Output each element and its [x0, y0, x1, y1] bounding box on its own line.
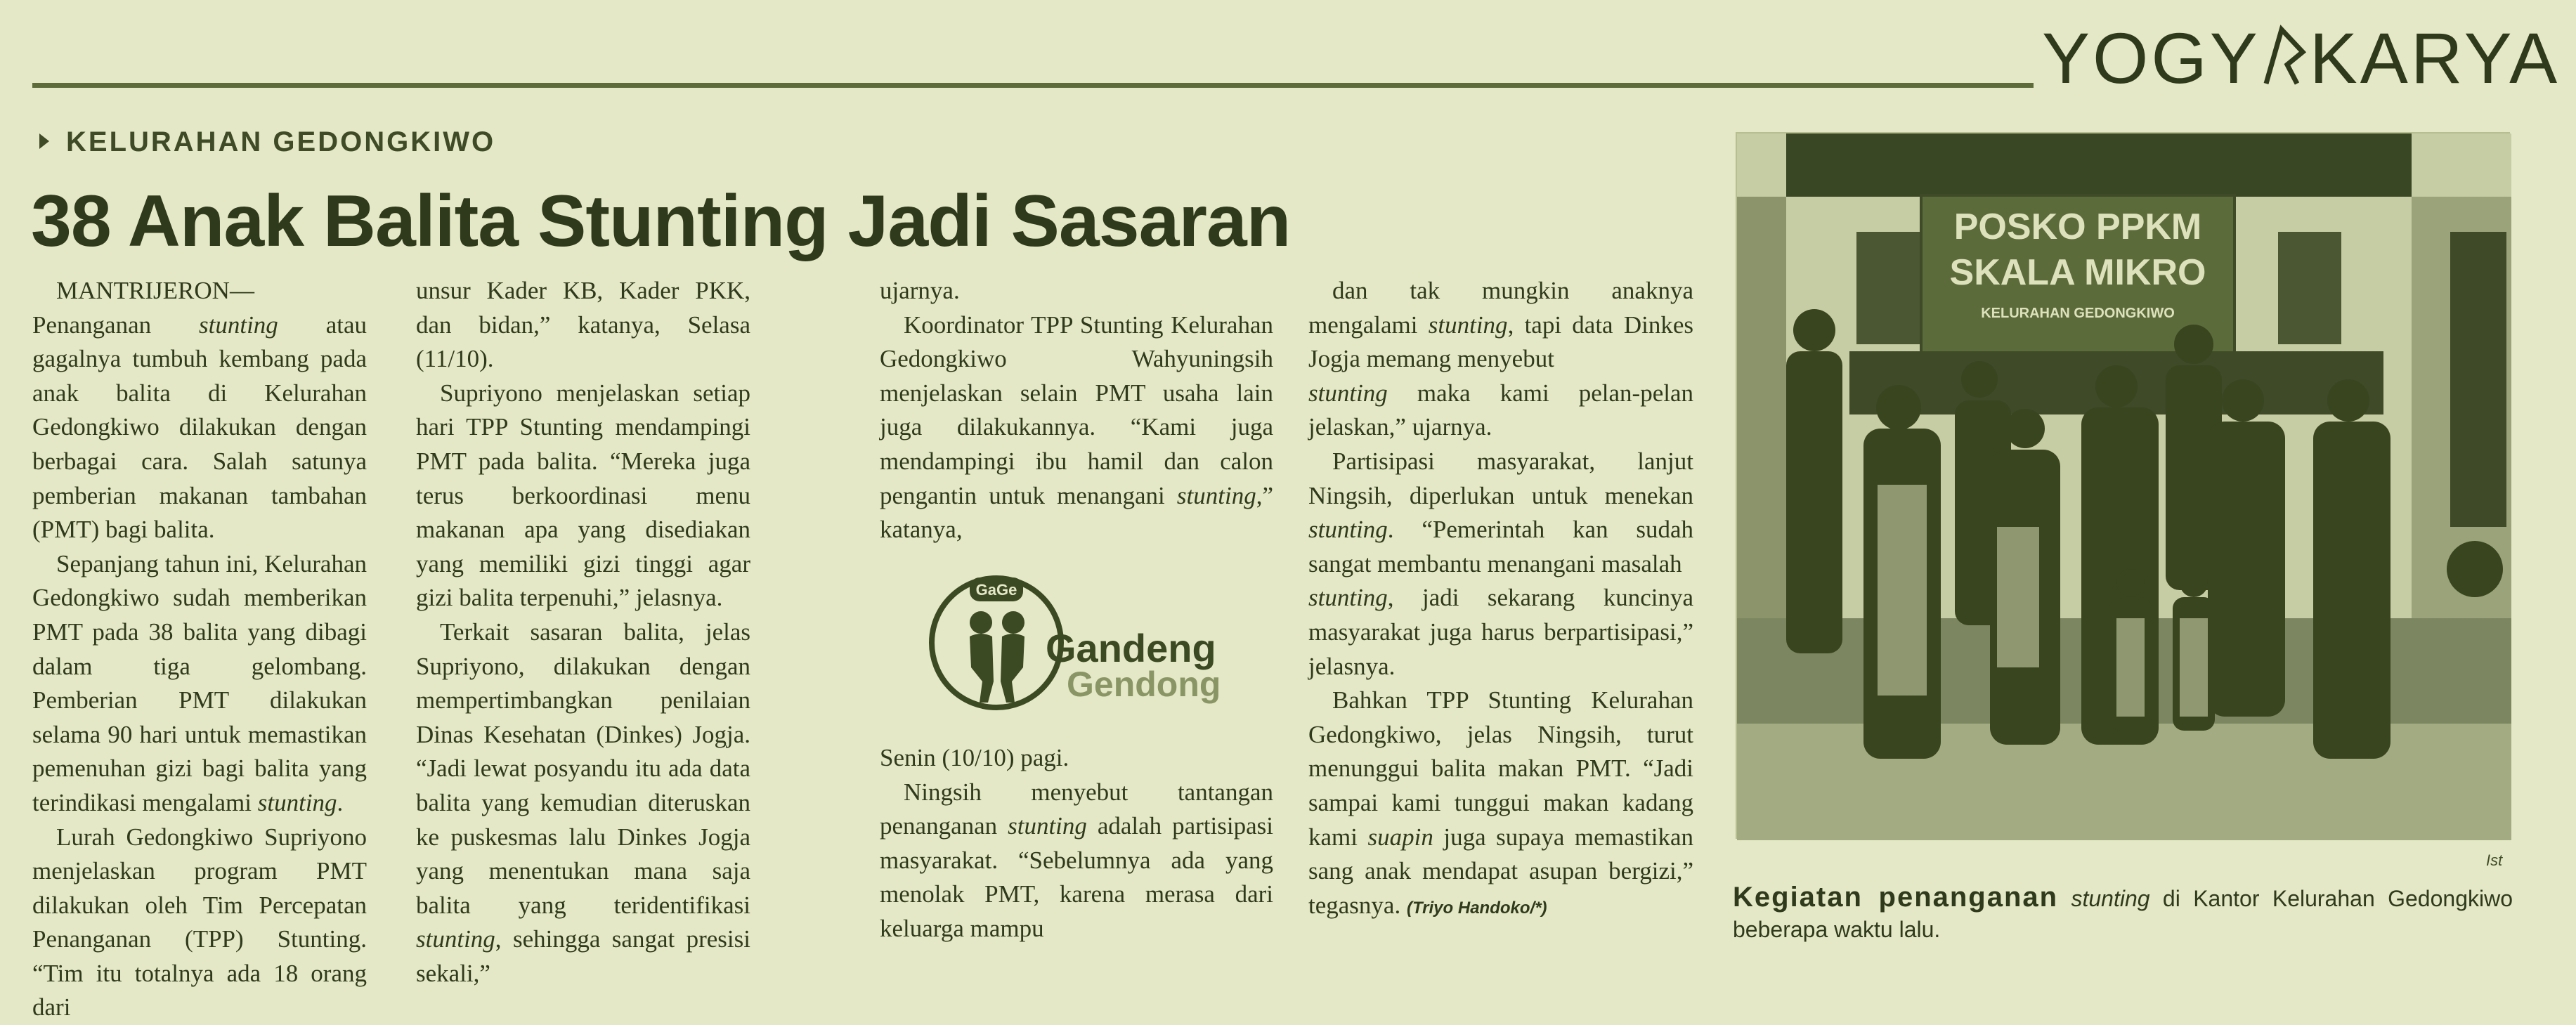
paragraph-text: Sepanjang tahun ini, Kelurahan Gedongkiwo sudah memberikan PMT pada 38 balita yang dibagi dalam tiga gelombang. Pemberian PMT dilakukan selama 90 hari untuk memastikan pemenuhan gizi bagi balita yang terindikasi mengalami [32, 550, 367, 816]
paragraph-emphasis: suapin [1368, 823, 1433, 851]
masthead-rule [32, 83, 2034, 88]
paragraph-text: Bahkan TPP Stunting Kelurahan Gedongkiwo, jelas Ningsih, turut menunggui balita makan PMT. “Jadi sampai kami tunggui makan kadang kami [1308, 686, 1693, 850]
paragraph [880, 308, 1273, 547]
paragraph-text: Koordinator TPP Stunting Kelurahan Gedongkiwo Wahyuningsih menjelaskan selain PMT usaha lain juga dilakukannya. “Kami juga mendampingi ibu hamil dan calon pengantin untuk menangani [880, 311, 1273, 509]
paragraph-text: . [337, 789, 344, 816]
paragraph-emphasis: stunting [199, 311, 278, 339]
caption-em: stunting [2071, 886, 2149, 911]
logo-text-gandeng: Gandeng [1046, 625, 1216, 671]
paragraph-text: maka kami pelan-pelan jelaskan,” ujarnya. [1308, 379, 1693, 441]
article-column-2 [416, 274, 750, 941]
paragraph-text: juga supaya memastikan sang anak mendapat asupan bergizi,” tegasnya. [1308, 823, 1693, 919]
kicker-text: KELURAHAN GEDONGKIWO [66, 126, 495, 157]
paragraph [416, 615, 750, 991]
paragraph [32, 547, 367, 821]
paragraph-text: , tapi data Dinkes Jogja memang menyebut [1308, 311, 1693, 373]
article-column-1 [32, 274, 367, 941]
article-column-3 [880, 274, 1273, 513]
paragraph-text: unsur Kader KB, Kader PKK, dan bidan,” katanya, Selasa (11/10). [416, 277, 750, 372]
photo-credit: Ist [2486, 851, 2502, 870]
article-column-4 [1308, 274, 1693, 941]
paragraph-text: ,” katanya, [880, 482, 1273, 544]
logo-text-gendong: Gendong [1067, 664, 1221, 705]
paragraph [416, 377, 750, 615]
news-photo [1736, 132, 2510, 839]
photo-caption [1733, 882, 2513, 945]
gandeng-gendong-logo [926, 562, 1256, 724]
photo-banner-line2: SKALA MIKRO [1950, 252, 2206, 293]
paragraph-text: Terkait sasaran balita, jelas Supriyono, dilakukan dengan mempertimbangkan penilaian Dinas Kesehatan (Dinkes) Jogja. “Jadi lewat posyandu itu ada data balita yang kemudian diteruskan ke puskesmas lalu Dinkes Jogja yang menentukan mana saja balita yang teridentifikasi [416, 618, 750, 919]
paragraph-text: . “Pemerintah kan sudah sangat membantu menangani masalah [1308, 516, 1693, 577]
paragraph-text: Supriyono menjelaskan setiap hari TPP Stunting mendampingi PMT pada balita. “Mereka juga terus berkoordinasi menu makanan apa yang disediakan yang memiliki gizi tinggi agar gizi balita terpenuhi,” jelasnya. [416, 379, 750, 612]
paragraph-text: Senin (10/10) pagi. [880, 744, 1069, 771]
paragraph-text: , sehingga sangat presisi sekali,” [416, 925, 750, 987]
masthead-right: KARYA [2310, 18, 2560, 98]
paragraph-emphasis: stunting [1308, 584, 1388, 611]
paragraph [32, 274, 367, 547]
paragraph-text: Partisipasi masyarakat, lanjut Ningsih, diperlukan untuk menekan [1308, 448, 1693, 509]
masthead-left: YOGY [2042, 18, 2260, 98]
paragraph-emphasis: stunting [1308, 379, 1388, 407]
masthead [2042, 20, 2548, 97]
paragraph [880, 274, 1273, 308]
byline: (Triyo Handoko/*) [1407, 899, 1547, 918]
article-column-3-continued [880, 741, 1273, 952]
paragraph [880, 776, 1273, 946]
photo-banner-line3: KELURAHAN GEDONGKIWO [1981, 306, 2175, 321]
photo-banner-line1: POSKO PPKM [1954, 207, 2202, 247]
paragraph-emphasis: stunting [1308, 516, 1388, 543]
caption-rest: di Kantor Kelurahan Gedongkiwo beberapa waktu lalu. [1733, 886, 2513, 942]
paragraph [1308, 684, 1693, 925]
paragraph-text: atau gagalnya tumbuh kembang pada anak balita di Kelurahan Gedongkiwo dilakukan dengan berbagai cara. Salah satunya pemberian makanan tambahan (PMT) bagi balita. [32, 311, 367, 544]
paragraph [880, 741, 1273, 776]
kicker-arrow-icon [39, 133, 49, 149]
paragraph-text: , jadi sekarang kuncinya masyarakat juga harus berpartisipasi,” jelasnya. [1308, 584, 1693, 679]
paragraph [1308, 445, 1693, 581]
paragraph [1308, 274, 1693, 377]
photo-illustration [1737, 133, 2511, 840]
paragraph-text: adalah partisipasi masyarakat. “Sebelumnya ada yang menolak PMT, karena merasa dari keluarga mampu [880, 812, 1273, 942]
paragraph [32, 821, 367, 1025]
paragraph-text: MANTRIJERON—Penanganan [32, 277, 254, 339]
paragraph-text: ujarnya. [880, 277, 960, 304]
logo-badge: GaGe [976, 581, 1017, 599]
paragraph-emphasis: stunting [1177, 482, 1256, 509]
paragraph-text: Ningsih menyebut tantangan penanganan [880, 778, 1273, 840]
paragraph-emphasis: stunting [258, 789, 337, 816]
paragraph-emphasis: stunting [416, 925, 495, 953]
caption-bold: Kegiatan penanganan [1733, 882, 2058, 913]
headline: 38 Anak Balita Stunting Jadi Sasaran [31, 176, 1290, 267]
paragraph [1308, 581, 1693, 684]
kicker [39, 126, 495, 158]
paragraph-emphasis: stunting [1008, 812, 1087, 840]
paragraph [1308, 377, 1693, 445]
paragraph-text: Lurah Gedongkiwo Supriyono menjelaskan program PMT dilakukan oleh Tim Percepatan Penanganan (TPP) Stunting. “Tim itu totalnya ada 18 orang dari [32, 823, 367, 1021]
masthead-a-glyph-icon [2260, 24, 2310, 87]
paragraph-text: dan tak mungkin anaknya mengalami [1308, 277, 1693, 339]
paragraph-emphasis: stunting [1429, 311, 1508, 339]
paragraph [416, 274, 750, 377]
